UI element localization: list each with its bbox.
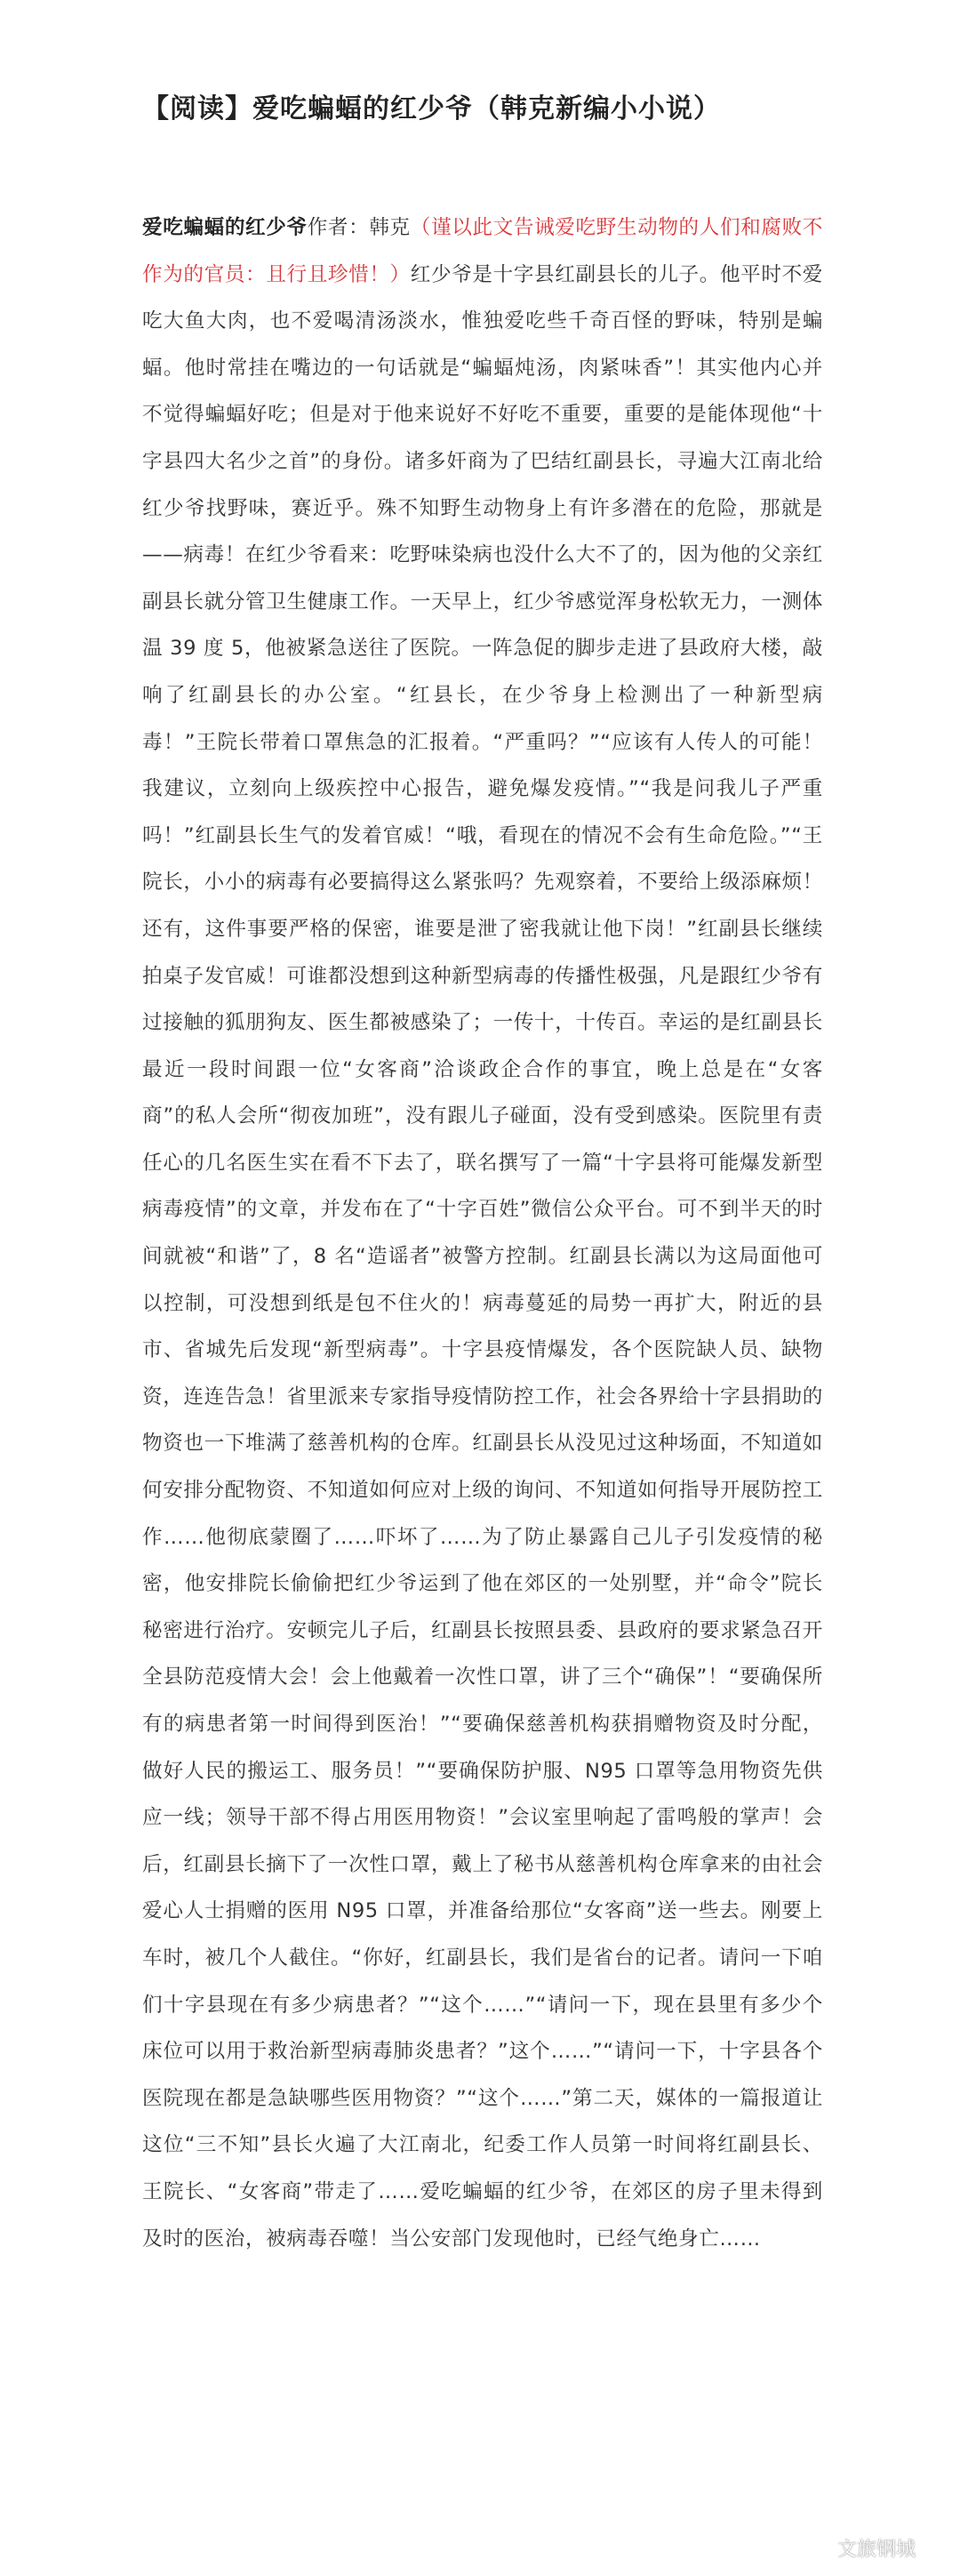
watermark-text: 文旅钢城 xyxy=(837,2538,916,2561)
story-text: 红少爷是十字县红副县长的儿子。他平时不爱吃大鱼大肉，也不爱喝清汤淡水，惟独爱吃些千奇百怪的野味，特别是蝙蝠。他时常挂在嘴边的一句话就是“蝙蝠炖汤，肉紧味香”！其实他内心并不觉得蝙蝠好吃；但是对于他来说好不好吃不重要，重要的是能体现他“十字县四大名少之首”的身份。诸多奸商为了巴结红副县长，寻遍大江南北给红少爷找野味，赛近乎。殊不知野生动物身上有许多潜在的危险，那就是——病毒！在红少爷看来：吃野味染病也没什么大不了的，因为他的父亲红副县长就分管卫生健康工作。一天早上，红少爷感觉浑身松软无力，一测体温 39 度 5，他被紧急送往了医院。一阵急促的脚步走进了县政府大楼，敲响了红副县长的办公室。“红县长，在少爷身上检测出了一种新型病毒！”王院长带着口罩焦急的汇报着。“严重吗？”“应该有人传人的可能！我建议，立刻向上级疾控中心报告，避免爆发疫情。”“我是问我儿子严重吗！”红副县长生气的发着官威！“哦，看现在的情况不会有生命危险。”“王院长，小小的病毒有必要搞得这么紧张吗？先观察着，不要给上级添麻烦！还有，这件事要严格的保密，谁要是泄了密我就让他下岗！”红副县长继续拍桌子发官威！可谁都没想到这种新型病毒的传播性极强，凡是跟红少爷有过接触的狐朋狗友、医生都被感染了；一传十，十传百。幸运的是红副县长最近一段时间跟一位“女客商”洽谈政企合作的事宜，晚上总是在“女客商”的私人会所“彻夜加班”，没有跟儿子碰面，没有受到感染。医院里有责任心的几名医生实在看不下去了，联名撰写了一篇“十字县将可能爆发新型病毒疫情”的文章，并发布在了“十字百姓”微信公众平台。可不到半天的时间就被“和谐”了，8 名“造谣者”被警方控制。红副县长满以为这局面他可以控制，可没想到纸是包不住火的！病毒蔓延的局势一再扩大，附近的县市、省城先后发现“新型病毒”。十字县疫情爆发，各个医院缺人员、缺物资，连连告急！省里派来专家指导疫情防控工作，社会各界给十字县捐助的物资也一下堆满了慈善机构的仓库。红副县长从没见过这种场面，不知道如何安排分配物资、不知道如何应对上级的询问、不知道如何指导开展防控工作……他彻底蒙圈了……吓坏了……为了防止暴露自己儿子引发疫情的秘密，他安排院长偷偷把红少爷运到了他在郊区的一处别墅，并“命令”院长秘密进行治疗。安顿完儿子后，红副县长按照县委、县政府的要求紧急召开全县防范疫情大会！会上他戴着一次性口罩，讲了三个“确保”！“要确保所有的病患者第一时间得到医治！”“要确保慈善机构获捐赠物资及时分配，做好人民的搬运工、服务员！”“要确保防护服、N95 口罩等急用物资先供应一线；领导干部不得占用医用物资！”会议室里响起了雷鸣般的掌声！会后，红副县长摘下了一次性口罩，戴上了秘书从慈善机构仓库拿来的由社会爱心人士捐赠的医用 N95 口罩，并准备给那位“女客商”送一些去。刚要上车时，被几个人截住。“你好，红副县长，我们是省台的记者。请问一下咱们十字县现在有多少病患者？”“这个……”“请问一下，现在县里有多少个床位可以用于救治新型病毒肺炎患者？”这个……”“请问一下，十字县各个医院现在都是急缺哪些医用物资？”“这个……”第二天，媒体的一篇报道让这位“三不知”县长火遍了大江南北，纪委工作人员第一时间将红副县长、王院长、“女客商”带走了……爱吃蝙蝠的红少爷，在郊区的房子里未得到及时的医治，被病毒吞噬！当公安部门发现他时，已经气绝身亡…… xyxy=(142,262,823,2251)
story-title: 爱吃蝙蝠的红少爷 xyxy=(142,216,308,239)
article-body xyxy=(142,205,823,2262)
warning-note: （谨以此文告诫爱吃野生动物的人们和腐败不作为的官员：且行且珍惜！） xyxy=(142,216,823,286)
watermark xyxy=(807,2533,916,2562)
wechat-public-account-icon xyxy=(807,2535,832,2560)
author-line: 作者：韩克 xyxy=(307,216,411,239)
article-title: 【阅读】爱吃蝙蝠的红少爷（韩克新编小小说） xyxy=(142,93,721,124)
